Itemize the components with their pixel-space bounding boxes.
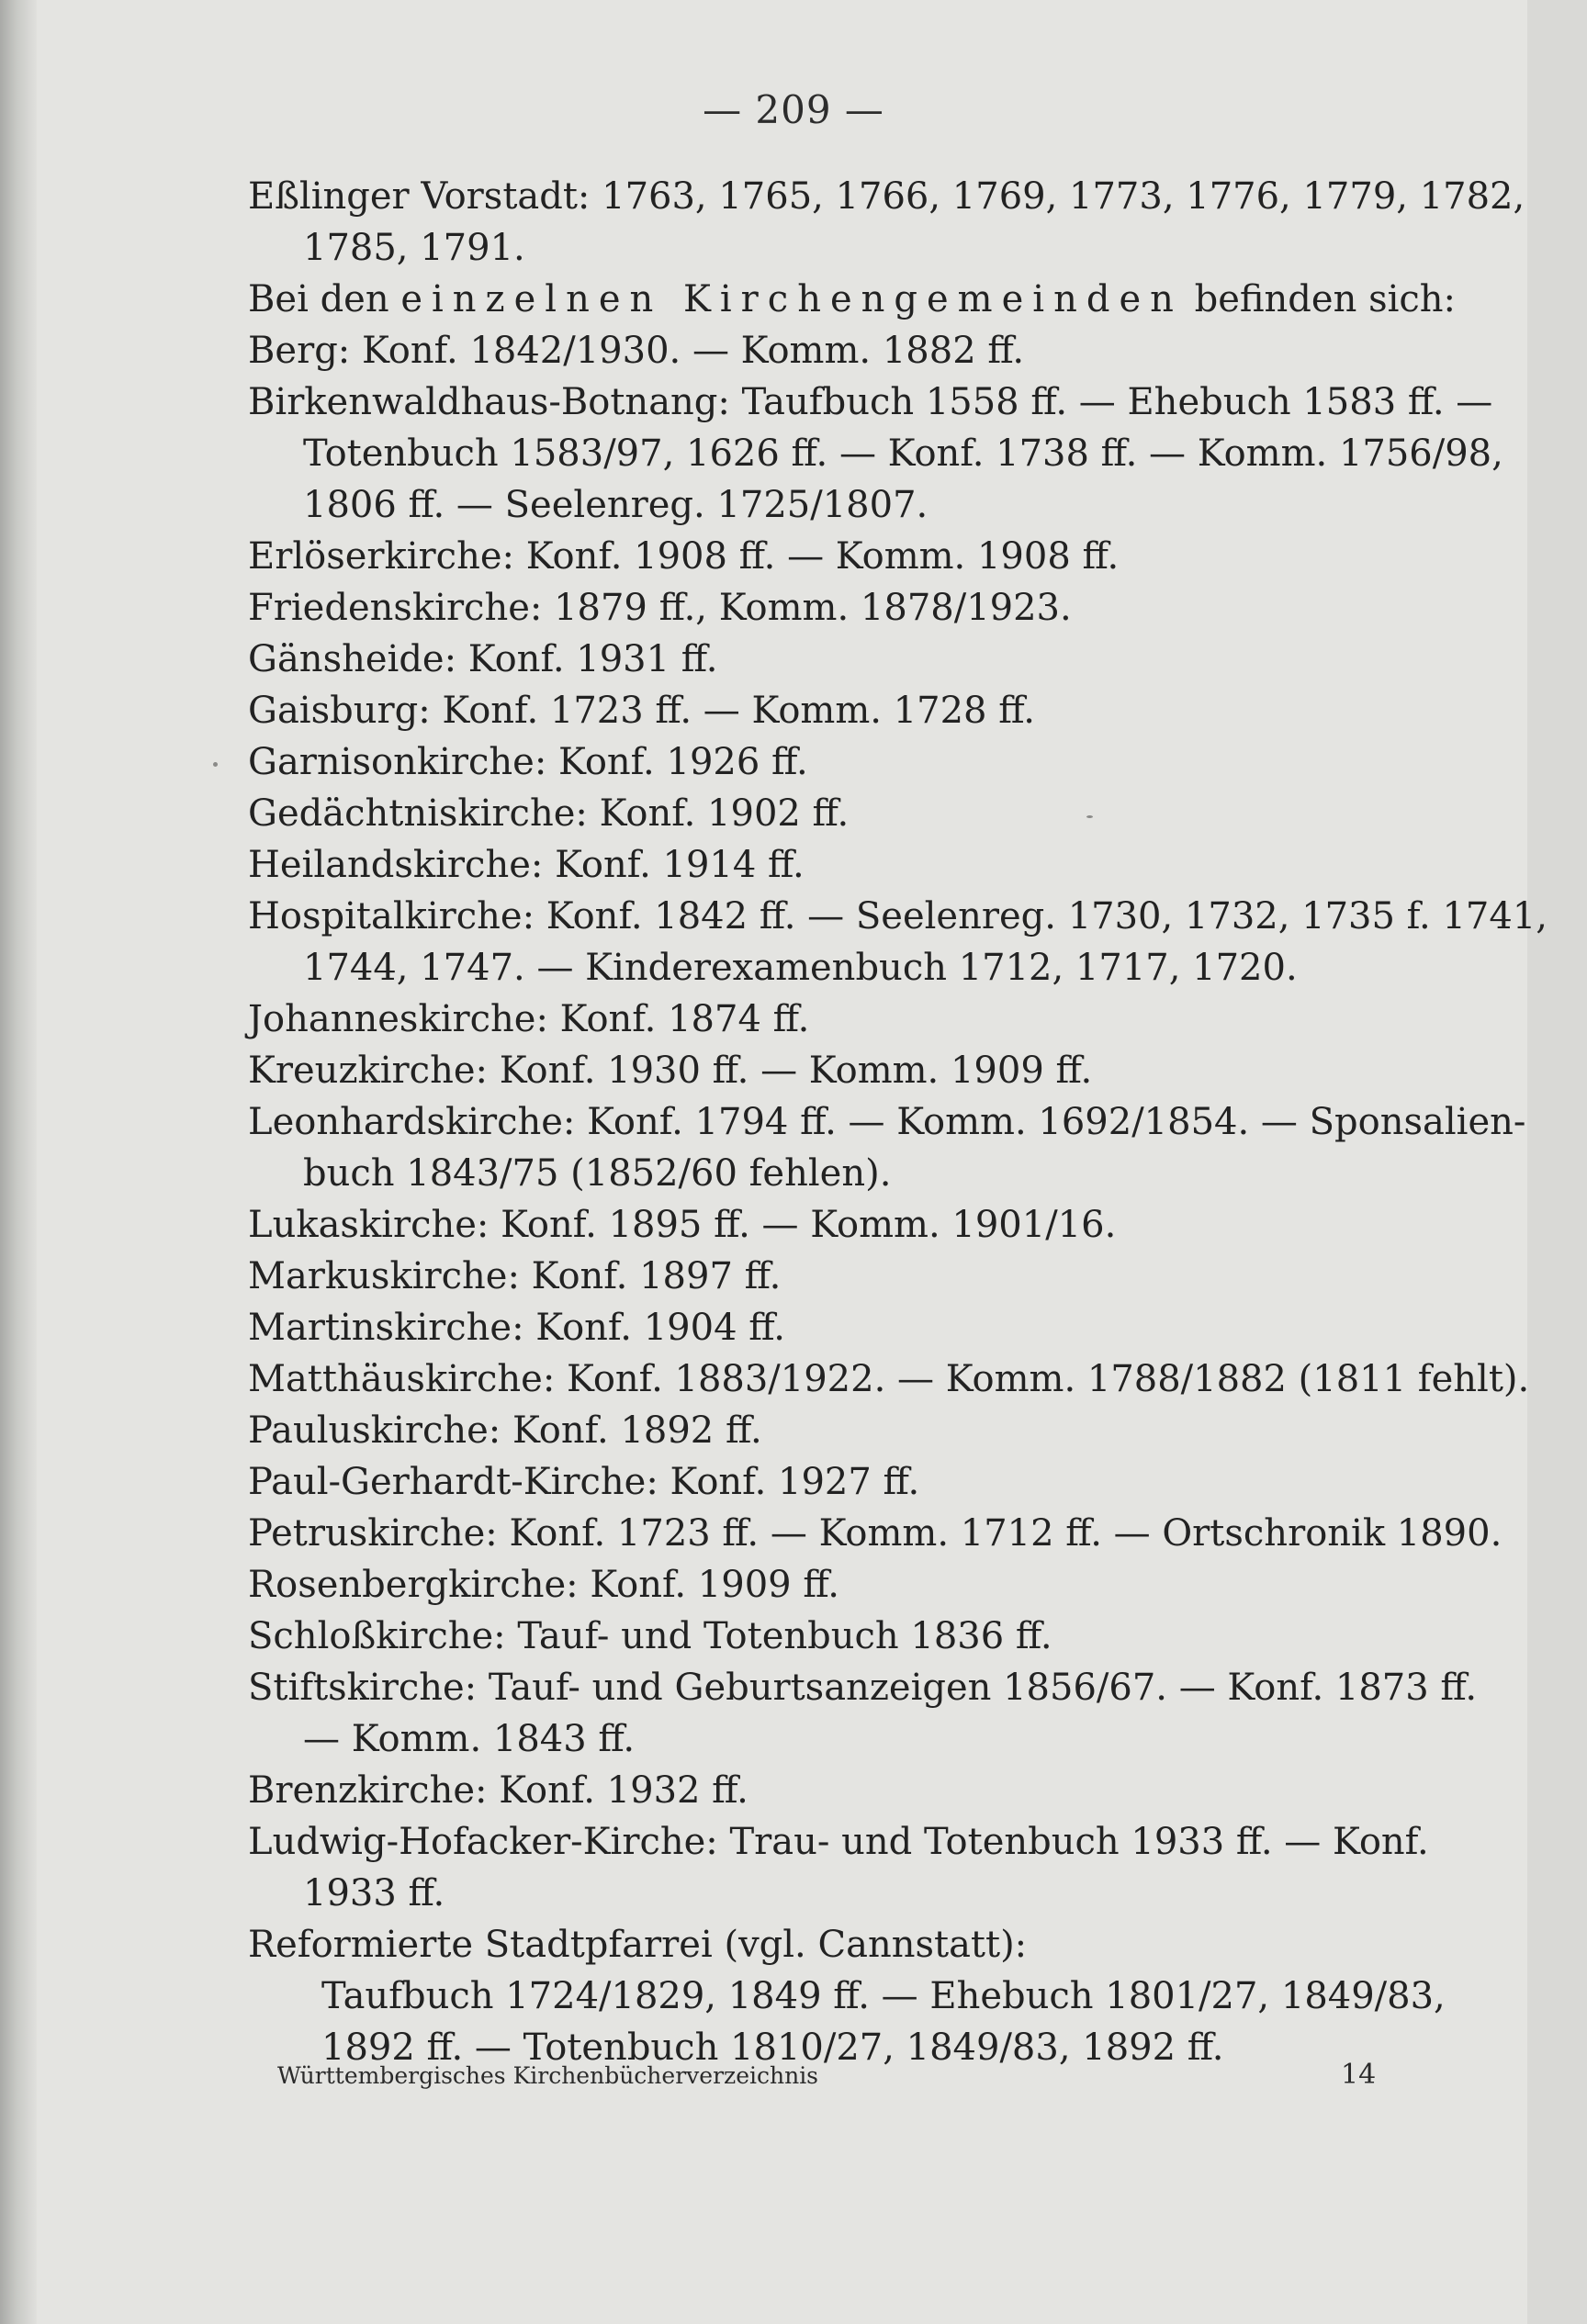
- text-line: Pauluskirche: Konf. 1892 ff.: [248, 1409, 762, 1452]
- text-line: Lukaskirche: Konf. 1895 ff. — Komm. 1901/16.: [248, 1204, 1117, 1246]
- text-line: Reformierte Stadtpfarrei (vgl. Cannstatt):: [248, 1924, 1028, 1966]
- text-line: Garnisonkirche: Konf. 1926 ff.: [248, 741, 808, 783]
- text-line: Martinskirche: Konf. 1904 ff.: [248, 1307, 785, 1349]
- text-line: Paul-Gerhardt-Kirche: Konf. 1927 ff.: [248, 1461, 920, 1503]
- text-line: Friedenskirche: 1879 ff., Komm. 1878/1923.: [248, 587, 1072, 629]
- text-line: Stiftskirche: Tauf- und Geburtsanzeigen 1856/67. — Konf. 1873 ff.: [248, 1667, 1478, 1709]
- text-line: Brenzkirche: Konf. 1932 ff.: [248, 1769, 748, 1812]
- text-line: Erlöserkirche: Konf. 1908 ff. — Komm. 1908 ff.: [248, 535, 1120, 578]
- text-line: Berg: Konf. 1842/1930. — Komm. 1882 ff.: [248, 330, 1025, 372]
- heading-suffix: befinden sich:: [1182, 278, 1457, 320]
- footer-title: Württembergisches Kirchenbücherverzeichnis: [277, 2062, 819, 2089]
- section-heading: [248, 274, 1457, 325]
- signature-mark: 14: [1341, 2059, 1377, 2091]
- text-line: — Komm. 1843 ff.: [303, 1718, 636, 1760]
- page-number: — 209 —: [703, 87, 884, 132]
- text-line: Schloßkirche: Tauf- und Totenbuch 1836 ff.: [248, 1615, 1052, 1657]
- text-line: Petruskirche: Konf. 1723 ff. — Komm. 1712 ff. — Ortschronik 1890.: [248, 1512, 1503, 1555]
- text-line: 1785, 1791.: [303, 227, 525, 269]
- book-spine-shadow: [0, 0, 37, 2324]
- paper-speck: [213, 762, 218, 767]
- text-line: Gedächtniskirche: Konf. 1902 ff.: [248, 792, 850, 835]
- text-line: Hospitalkirche: Konf. 1842 ff. — Seelenreg. 1730, 1732, 1735 f. 1741,: [248, 895, 1548, 937]
- text-line: Gänsheide: Konf. 1931 ff.: [248, 638, 718, 680]
- paper-speck: [1086, 815, 1093, 818]
- heading-prefix: Bei den: [248, 278, 401, 320]
- text-line: Totenbuch 1583/97, 1626 ff. — Konf. 1738 ff. — Komm. 1756/98,: [303, 432, 1503, 475]
- text-line: Heilandskirche: Konf. 1914 ff.: [248, 844, 805, 886]
- text-line: Rosenbergkirche: Konf. 1909 ff.: [248, 1564, 840, 1606]
- text-line: Leonhardskirche: Konf. 1794 ff. — Komm. 1692/1854. — Sponsalien-: [248, 1101, 1526, 1143]
- text-line: Matthäuskirche: Konf. 1883/1922. — Komm. 1788/1882 (1811 fehlt).: [248, 1358, 1530, 1400]
- text-line: Johanneskirche: Konf. 1874 ff.: [248, 998, 810, 1040]
- text-line: Ludwig-Hofacker-Kirche: Trau- und Totenbuch 1933 ff. — Konf.: [248, 1821, 1429, 1863]
- text-line: Birkenwaldhaus-Botnang: Taufbuch 1558 ff. — Ehebuch 1583 ff. —: [248, 381, 1493, 423]
- text-line: Taufbuch 1724/1829, 1849 ff. — Ehebuch 1801/27, 1849/83,: [321, 1975, 1446, 2017]
- text-line: Markuskirche: Konf. 1897 ff.: [248, 1255, 782, 1297]
- text-line: Gaisburg: Konf. 1723 ff. — Komm. 1728 ff.: [248, 690, 1035, 732]
- heading-spaced-text: einzelnen Kirchengemeinden: [400, 278, 1183, 320]
- text-block: [248, 171, 1548, 2073]
- text-line: 1806 ff. — Seelenreg. 1725/1807.: [303, 484, 929, 526]
- text-line: Kreuzkirche: Konf. 1930 ff. — Komm. 1909 ff.: [248, 1050, 1093, 1092]
- text-line: buch 1843/75 (1852/60 fehlen).: [303, 1152, 892, 1195]
- text-line: 1933 ff.: [303, 1872, 445, 1914]
- text-line: 1892 ff. — Totenbuch 1810/27, 1849/83, 1892 ff.: [321, 2026, 1224, 2069]
- text-line: Eßlinger Vorstadt: 1763, 1765, 1766, 1769, 1773, 1776, 1779, 1782,: [248, 175, 1525, 218]
- text-line: 1744, 1747. — Kinderexamenbuch 1712, 1717, 1720.: [303, 947, 1298, 989]
